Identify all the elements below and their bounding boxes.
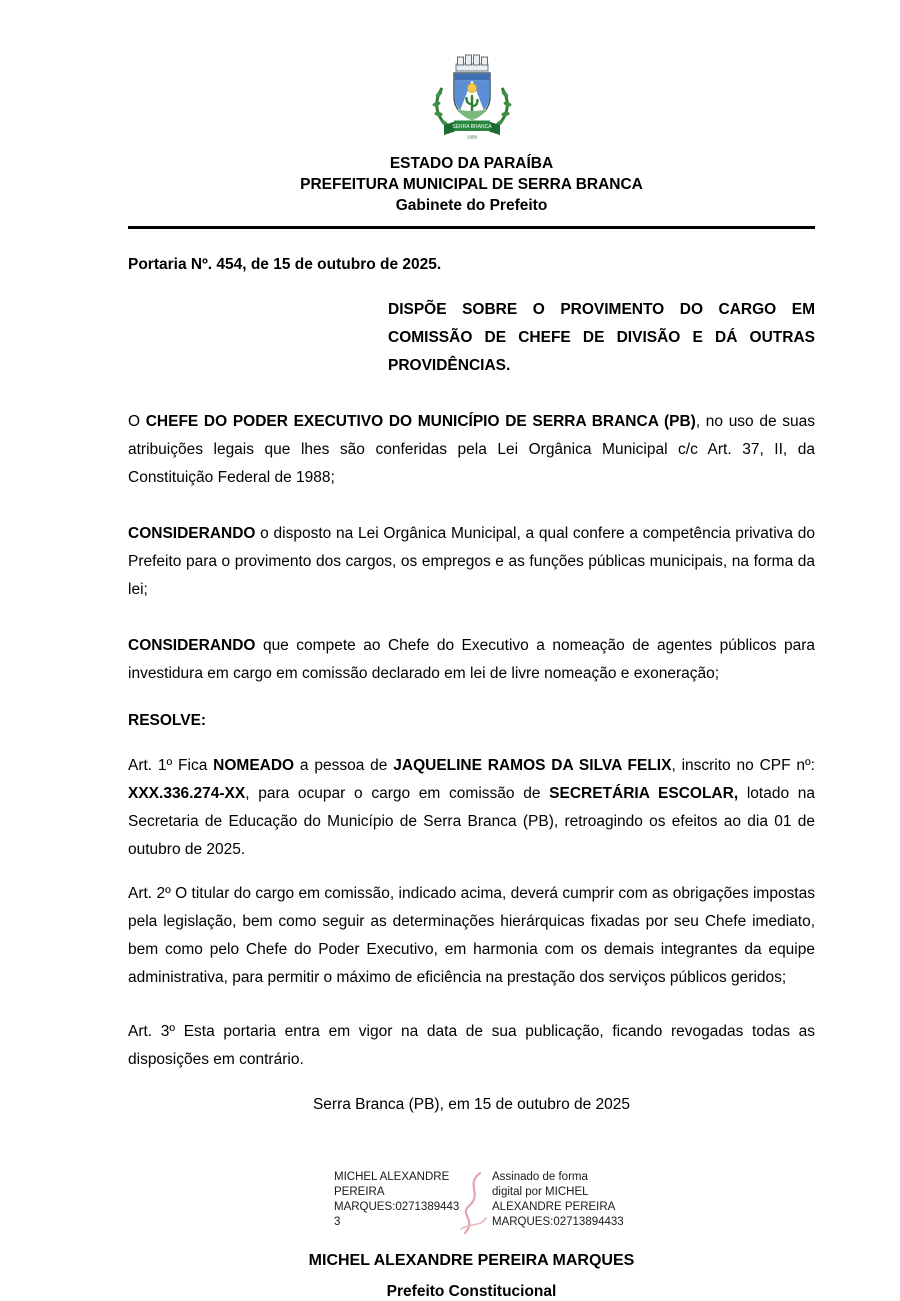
letterhead [128, 153, 815, 216]
stamp-line: ALEXANDRE PEREIRA [492, 1201, 616, 1213]
stamp-line: 3 [334, 1216, 341, 1228]
considering-2-text: que compete ao Chefe do Executivo a nomeação de agentes públicos para investidura em cargo em comissão declarado em lei de livre nomeação e exoneração; [128, 637, 815, 682]
letterhead-municipality: PREFEITURA MUNICIPAL DE SERRA BRANCA [300, 176, 643, 193]
letterhead-state: ESTADO DA PARAÍBA [389, 155, 554, 172]
signer-name: MICHEL ALEXANDRE PEREIRA MARQUES [308, 1252, 635, 1269]
preamble-paragraph [128, 408, 815, 492]
letterhead-divider [128, 226, 815, 229]
stamp-line: digital por MICHEL [492, 1186, 589, 1198]
article-1-position: SECRETÁRIA ESCOLAR, [549, 785, 739, 802]
article-1-nomeado: NOMEADO [213, 757, 295, 774]
article-2-paragraph: Art. 2º O titular do cargo em comissão, indicado acima, deverá cumprir com as obrigações impostas pela legislação, bem como seguir as determinações hierárquicas fixadas por seu Chefe imediato, bem como pelo Chefe do Poder Executivo, em harmonia com os demais integrantes da equipe administrativa, para permitir o máximo de eficiência na prestação dos serviços públicos geridos; [128, 885, 815, 986]
article-3-paragraph: Art. 3º Esta portaria entra em vigor na data de sua publicação, ficando revogadas todas as disposições em contrário. [128, 1023, 815, 1068]
signer-role: Prefeito Constitucional [386, 1283, 557, 1300]
article-1-paragraph [128, 752, 815, 864]
preamble-text-rest: , no uso de suas atribuições legais que lhes são conferidas pela Lei Orgânica Municipal c/c Art. 37, II, da Constituição Federal de 1988; [128, 413, 815, 486]
article-1-text-5: lotado na Secretaria de Educação do Município de Serra Branca (PB), retroagindo os efeitos ao dia 01 de outubro de 2025. [128, 785, 816, 858]
article-1-text-2: a pessoa de [294, 757, 394, 774]
stamp-line: MICHEL ALEXANDRE [334, 1171, 450, 1183]
preamble-authority: CHEFE DO PODER EXECUTIVO DO MUNICÍPIO DE SERRA BRANCA (PB) [145, 413, 696, 430]
stamp-line: MARQUES:0271389443 [334, 1201, 460, 1213]
summary-clause: DISPÕE SOBRE O PROVIMENTO DO CARGO EM COMISSÃO DE CHEFE DE DIVISÃO E DÁ OUTRAS PROVIDÊNCIAS. [388, 301, 815, 374]
signature-stamp-signer [334, 1170, 458, 1230]
letterhead-office: Gabinete do Prefeito [395, 197, 548, 214]
considering-1-keyword: CONSIDERANDO [128, 525, 256, 542]
considering-1-text: o disposto na Lei Orgânica Municipal, a qual confere a competência privativa do Prefeito para o provimento dos cargos, os empregos e as funções públicas municipais, na forma da lei; [128, 525, 815, 598]
coat-of-arms-icon [426, 52, 518, 142]
article-1-text-3: , inscrito no CPF nº: [671, 757, 815, 774]
article-1-text: Art. 1º Fica [128, 757, 214, 774]
crest-banner-text: SERRA BRANCA [451, 124, 492, 130]
considering-2-keyword: CONSIDERANDO [128, 637, 256, 654]
crest-year-text: 1959 [466, 134, 477, 140]
article-1-cpf: XXX.336.274-XX [128, 785, 246, 802]
dateline: Serra Branca (PB), em 15 de outubro de 2025 [312, 1096, 631, 1113]
stamp-line: PEREIRA [334, 1186, 385, 1198]
stamp-line: Assinado de forma [492, 1171, 588, 1183]
resolve-heading: RESOLVE: [128, 712, 207, 729]
considering-paragraph-2 [128, 632, 815, 688]
article-1-text-4: , para ocupar o cargo em comissão de [245, 785, 550, 802]
signature-flourish-icon [456, 1170, 490, 1238]
portaria-title: Portaria Nº. 454, de 15 de outubro de 2025. [128, 256, 442, 273]
stamp-line: MARQUES:02713894433 [492, 1216, 624, 1228]
article-1-appointee-name: JAQUELINE RAMOS DA SILVA FELIX [393, 757, 672, 774]
signature-stamp-details [492, 1170, 632, 1230]
digital-signature-stamp [334, 1170, 815, 1238]
coat-of-arms [128, 52, 815, 147]
considering-paragraph-1 [128, 520, 815, 604]
preamble-text: O [128, 413, 146, 430]
